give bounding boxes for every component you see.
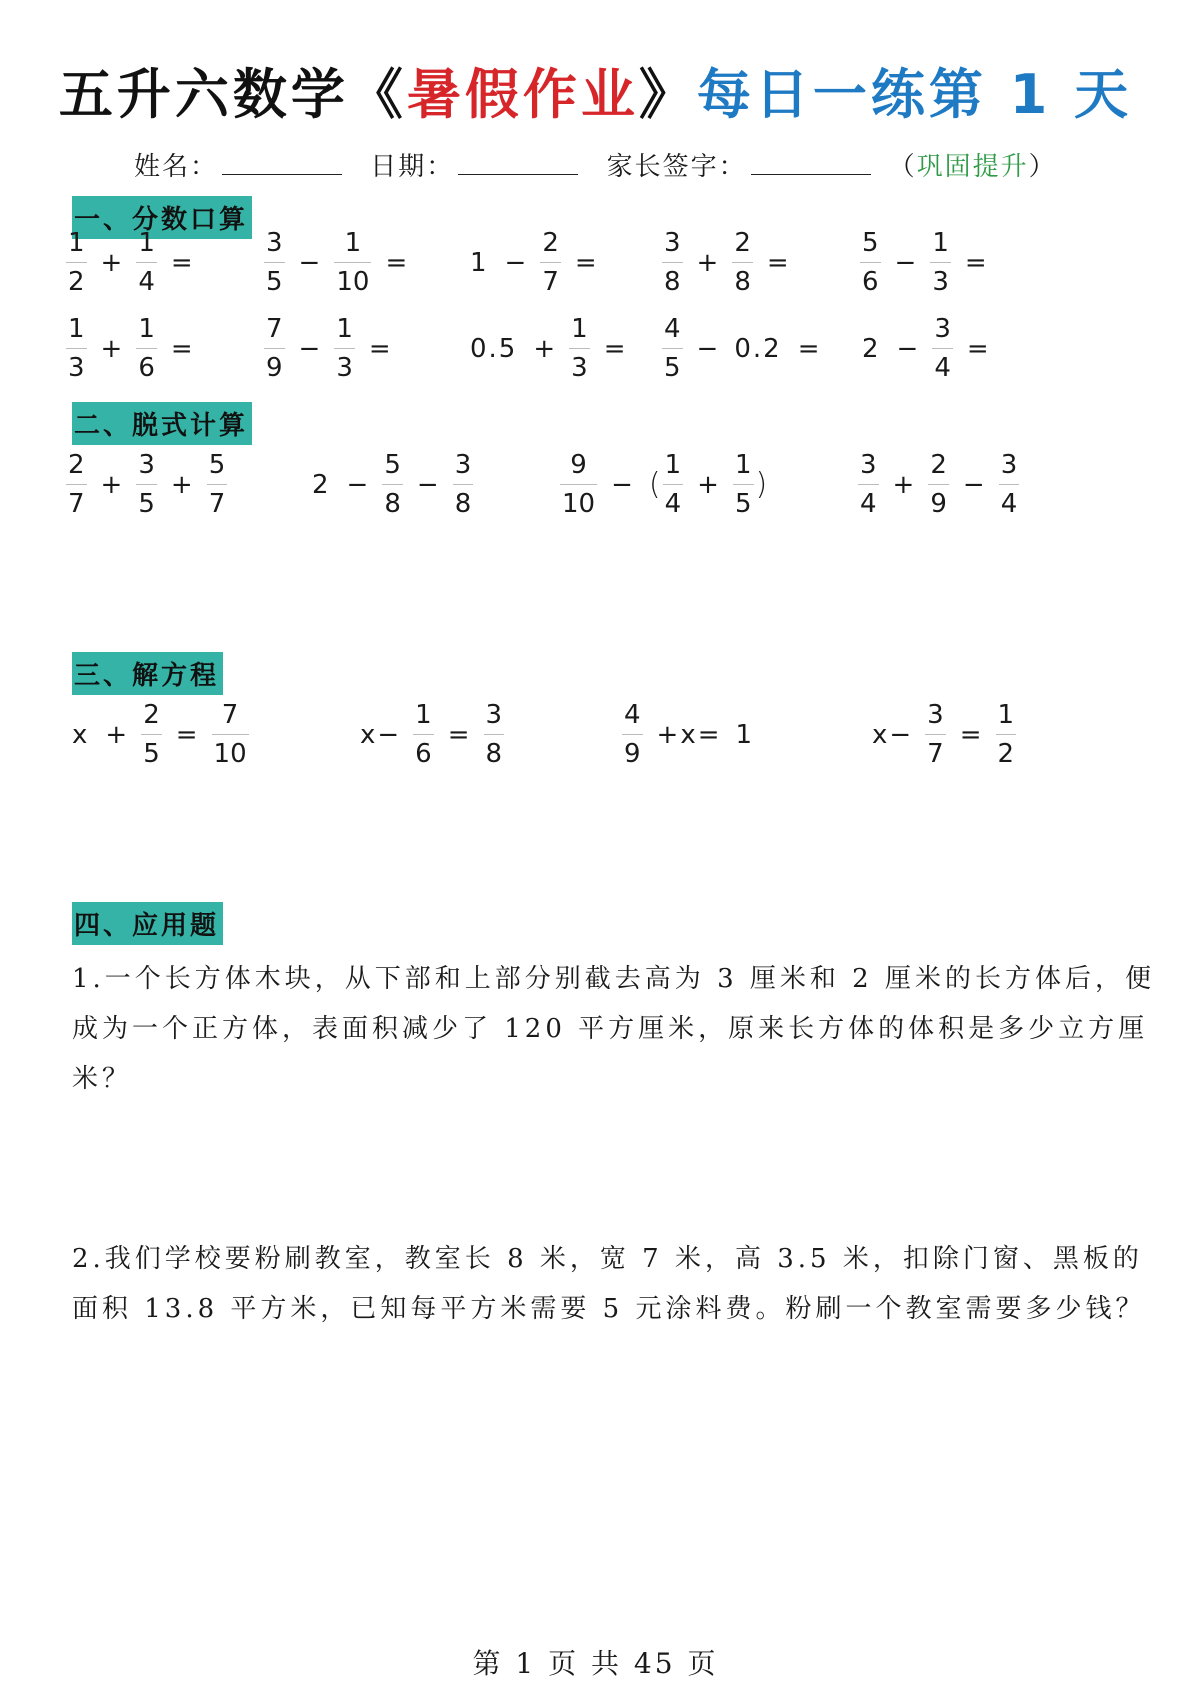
operator: − xyxy=(346,469,369,500)
number: 1 xyxy=(735,719,755,750)
fraction: $\frac{1}{4}$ xyxy=(138,228,155,297)
fraction: $\frac{3}{5}$ xyxy=(138,450,155,519)
number: 2 xyxy=(862,333,881,364)
equation-rest: +x= xyxy=(656,719,722,750)
operator: + xyxy=(170,469,193,500)
fraction: $\frac{1}{2}$ xyxy=(997,700,1015,769)
fraction: $\frac{2}{9}$ xyxy=(930,450,947,519)
oral-item xyxy=(468,228,611,297)
oral-item xyxy=(468,314,640,383)
fraction: $\frac{2}{8}$ xyxy=(734,228,751,297)
fraction: $\frac{5}{8}$ xyxy=(384,450,401,519)
info-line xyxy=(134,146,1057,183)
equation-item xyxy=(358,700,504,769)
equals: = xyxy=(797,333,820,364)
equals: = xyxy=(966,333,989,364)
fraction: 3 4 xyxy=(860,450,877,519)
equals: = xyxy=(964,247,987,278)
oral-item xyxy=(66,228,207,297)
fraction: $\frac{1}{6}$ xyxy=(138,314,155,383)
title-part-4: 每日一练第 1 天 xyxy=(696,63,1133,126)
calc-item xyxy=(858,450,1019,519)
fraction: $\frac{3}{7}$ xyxy=(927,700,944,769)
tag-text: 巩固提升 xyxy=(916,152,1029,182)
variable: x− xyxy=(360,719,402,750)
operator: − xyxy=(504,247,527,278)
operator: + xyxy=(697,469,719,500)
equation-item xyxy=(870,700,1016,769)
title-part-3: 》 xyxy=(638,63,697,126)
fraction: $\frac{7}{10}$ xyxy=(213,700,247,769)
fraction: 3 8 xyxy=(664,228,681,297)
page-footer: 第 1 页 共 45 页 xyxy=(472,1647,719,1680)
calc-item xyxy=(310,450,473,519)
page-title xyxy=(0,52,1191,129)
operator: − xyxy=(611,469,633,500)
oral-item xyxy=(860,314,1003,383)
parent-sign-label: 家长签字： xyxy=(606,152,747,182)
number: 1 xyxy=(470,247,489,278)
name-blank[interactable] xyxy=(222,152,342,175)
fraction: $\frac{1}{5}$ xyxy=(734,450,752,519)
calc-item xyxy=(560,450,769,519)
fraction: $\frac{1}{10}$ xyxy=(336,228,370,297)
fraction: 1 2 xyxy=(68,228,85,297)
fraction: 4 9 xyxy=(624,700,641,769)
fraction: 7 9 xyxy=(266,314,283,383)
section-heading-1: 一、分数口算 xyxy=(72,196,252,239)
operator: + xyxy=(696,247,719,278)
fraction: $\frac{3}{8}$ xyxy=(454,450,472,519)
equals: = xyxy=(574,247,597,278)
fraction: $\frac{5}{7}$ xyxy=(208,450,226,519)
equals: = xyxy=(766,247,789,278)
word-problem-2: 2.我们学校要粉刷教室，教室长 8 米，宽 7 米，高 3.5 米，扣除门窗、黑板的面积 13.8 平方米，已知每平方米需要 5 元涂料费。粉刷一个教室需要多少钱？ xyxy=(72,1244,1146,1324)
oral-item xyxy=(860,228,1001,297)
title-part-2: 暑假作业 xyxy=(406,63,639,126)
oral-item xyxy=(66,314,207,383)
fraction: $\frac{2}{5}$ xyxy=(143,700,160,769)
operator: − xyxy=(298,333,321,364)
fraction: 1 3 xyxy=(68,314,85,383)
equals: = xyxy=(385,247,408,278)
tag-close: ） xyxy=(1028,152,1057,182)
equals: = xyxy=(368,333,391,364)
equals: = xyxy=(170,333,193,364)
operator: + xyxy=(892,469,915,500)
calc-item xyxy=(66,450,227,519)
variable: x xyxy=(72,719,90,750)
right-paren: ) xyxy=(755,467,768,502)
fraction: $\frac{1}{3}$ xyxy=(571,314,588,383)
operator: − xyxy=(894,247,917,278)
tag-open: （ xyxy=(888,152,917,182)
fraction: $\frac{3}{4}$ xyxy=(934,314,951,383)
operator: + xyxy=(100,247,123,278)
operator: − xyxy=(416,469,439,500)
parent-sign-blank[interactable] xyxy=(751,152,871,175)
fraction: 4 5 xyxy=(664,314,681,383)
number: 0.2 xyxy=(734,333,782,364)
operator: − xyxy=(962,469,985,500)
section-heading-4: 四、应用题 xyxy=(72,902,223,945)
fraction: $\frac{3}{8}$ xyxy=(485,700,503,769)
oral-item xyxy=(264,314,405,383)
section-heading-2: 二、脱式计算 xyxy=(72,402,252,445)
fraction: 1 4 xyxy=(664,450,682,519)
operator: + xyxy=(100,469,123,500)
fraction: $\frac{2}{7}$ xyxy=(542,228,559,297)
equals: = xyxy=(447,719,470,750)
fraction: $\frac{1}{3}$ xyxy=(932,228,949,297)
fraction: 5 6 xyxy=(862,228,879,297)
number: 2 xyxy=(312,469,331,500)
variable: x− xyxy=(872,719,914,750)
operator: + xyxy=(100,333,123,364)
operator: + xyxy=(105,719,128,750)
date-label: 日期： xyxy=(370,152,455,182)
equals: = xyxy=(170,247,193,278)
oral-item xyxy=(662,314,834,383)
operator: − xyxy=(298,247,321,278)
section-heading-3: 三、解方程 xyxy=(72,652,223,695)
fraction: 3 5 xyxy=(266,228,283,297)
equation-item xyxy=(622,700,756,769)
fraction: $\frac{3}{4}$ xyxy=(1000,450,1018,519)
fraction: $\frac{1}{3}$ xyxy=(336,314,353,383)
oral-item xyxy=(662,228,803,297)
equals: = xyxy=(959,719,982,750)
name-label: 姓名： xyxy=(134,152,219,182)
operator: − xyxy=(896,333,919,364)
date-blank[interactable] xyxy=(458,152,578,175)
number: 0.5 xyxy=(470,333,518,364)
fraction: 9 10 xyxy=(562,450,596,519)
fraction: 2 7 xyxy=(68,450,85,519)
left-paren: ( xyxy=(648,467,661,502)
equation-item xyxy=(70,700,249,769)
equals: = xyxy=(603,333,626,364)
fraction: $\frac{1}{6}$ xyxy=(415,700,432,769)
word-problem-1: 1.一个长方体木块，从下部和上部分别截去高为 3 厘米和 2 厘米的长方体后，便成为一个正方体，表面积减少了 120 平方厘米，原来长方体的体积是多少立方厘米？ xyxy=(72,964,1155,1094)
title-part-1: 五升六数学《 xyxy=(58,63,407,126)
equals: = xyxy=(175,719,198,750)
operator: − xyxy=(696,333,719,364)
operator: + xyxy=(533,333,556,364)
oral-item xyxy=(264,228,421,297)
